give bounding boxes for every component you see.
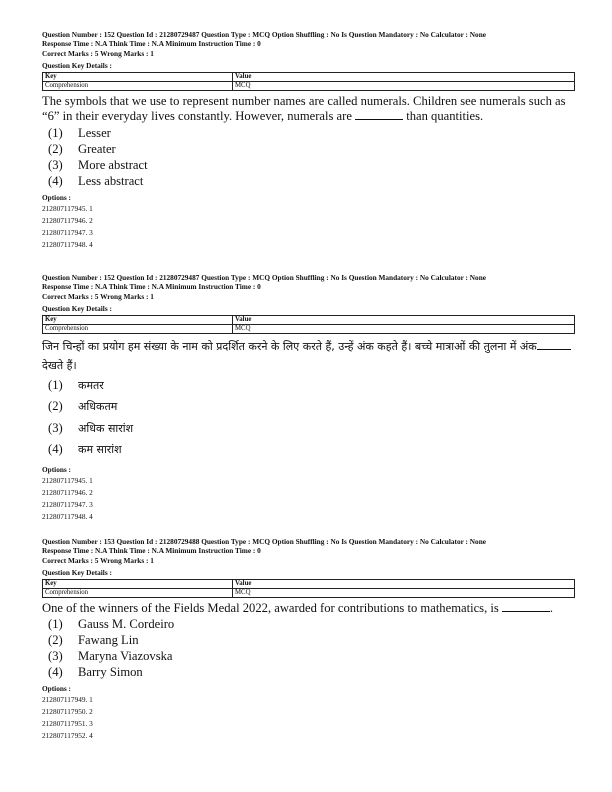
option-row — [42, 439, 580, 461]
key-details-table — [42, 315, 575, 334]
response-time-line: Response Time : N.A Think Time : N.A Minimum Instruction Time : 0 — [42, 546, 261, 556]
question-text-part: One of the winners of the Fields Medal 2022, awarded for contributions to mathematics, is — [42, 600, 502, 615]
key-cell: Comprehension — [43, 588, 233, 597]
option-id: 212807117948. 4 — [42, 511, 93, 521]
option-text: अधिक सारांश — [78, 421, 134, 435]
option-row — [42, 141, 580, 157]
response-time-line: Response Time : N.A Think Time : N.A Minimum Instruction Time : 0 — [42, 39, 261, 49]
option-id: 212807117948. 4 — [42, 239, 93, 249]
value-header: Value — [233, 72, 575, 81]
option-number: (3) — [48, 420, 63, 435]
value-header: Value — [233, 579, 575, 588]
option-row — [42, 648, 580, 664]
question-block-152-hindi — [42, 273, 580, 523]
option-id: 212807117947. 3 — [42, 499, 93, 509]
option-row — [42, 396, 580, 418]
question-meta-line: Question Number : 152 Question Id : 21280729487 Question Type : MCQ Option Shuffling : No Is Question Mandatory : No Calculator : None — [42, 30, 486, 39]
option-number: (2) — [48, 633, 63, 648]
option-text: Lesser — [78, 125, 111, 140]
option-number: (4) — [48, 665, 63, 680]
options-label: Options : — [42, 684, 71, 694]
option-id: 212807117952. 4 — [42, 731, 93, 741]
key-details-label: Question Key Details : — [42, 568, 112, 578]
value-cell: MCQ — [233, 324, 575, 333]
key-header: Key — [43, 315, 233, 324]
answer-blank — [502, 601, 550, 612]
key-details-label: Question Key Details : — [42, 304, 112, 314]
question-text — [42, 94, 580, 125]
option-text: कमतर — [78, 378, 104, 392]
value-cell: MCQ — [233, 588, 575, 597]
question-text — [42, 601, 580, 617]
marks-line: Correct Marks : 5 Wrong Marks : 1 — [42, 48, 154, 58]
marks-line: Correct Marks : 5 Wrong Marks : 1 — [42, 555, 154, 565]
option-row — [42, 157, 580, 173]
option-id: 212807117949. 1 — [42, 695, 93, 705]
key-header: Key — [43, 579, 233, 588]
key-details-label: Question Key Details : — [42, 61, 112, 71]
key-header: Key — [43, 72, 233, 81]
answer-blank — [355, 109, 403, 120]
option-row — [42, 375, 580, 397]
question-text-part: . — [549, 600, 554, 615]
option-row — [42, 664, 580, 680]
question-text-part: देखते हैं। — [42, 358, 77, 372]
option-text: Gauss M. Cordeiro — [78, 617, 175, 632]
option-row — [42, 616, 580, 632]
value-cell: MCQ — [233, 81, 575, 90]
option-number: (4) — [48, 173, 63, 188]
key-cell: Comprehension — [43, 324, 233, 333]
question-text-part: The symbols that we use to represent number names are called numerals. Children see numerals such as “6” in their everyday lives constantly. However, numerals are — [42, 93, 566, 124]
option-text: Greater — [78, 141, 116, 156]
question-text-part: जिन चिन्हों का प्रयोग हम संख्या के नाम को प्रदर्शित करने के लिए करते हैं, उन्हें अंक कहते हैं। बच्चे मात्राओं की तुलना में अंक — [42, 339, 537, 353]
option-id: 212807117950. 2 — [42, 707, 93, 717]
option-id: 212807117946. 2 — [42, 215, 93, 225]
option-id: 212807117951. 3 — [42, 719, 93, 729]
option-number: (1) — [48, 377, 63, 392]
option-number: (3) — [48, 649, 63, 664]
question-block-152-english — [42, 30, 580, 251]
question-block-153-english — [42, 537, 580, 742]
option-number: (1) — [48, 617, 63, 632]
answer-blank — [537, 339, 571, 350]
option-text: Barry Simon — [78, 665, 143, 680]
value-header: Value — [233, 315, 575, 324]
option-id: 212807117945. 1 — [42, 203, 93, 213]
option-id: 212807117947. 3 — [42, 227, 93, 237]
option-number: (4) — [48, 442, 63, 457]
option-text: Maryna Viazovska — [78, 649, 173, 664]
option-row — [42, 418, 580, 440]
option-text: कम सारांश — [78, 443, 122, 457]
options-label: Options : — [42, 192, 71, 202]
question-text — [42, 337, 580, 375]
option-row — [42, 173, 580, 189]
question-meta-line: Question Number : 153 Question Id : 21280729488 Question Type : MCQ Option Shuffling : No Is Question Mandatory : No Calculator : None — [42, 537, 486, 546]
option-text: अधिकतम — [78, 400, 118, 414]
option-id: 212807117945. 1 — [42, 475, 93, 485]
option-number: (1) — [48, 125, 63, 140]
option-row — [42, 125, 580, 141]
options-label: Options : — [42, 464, 71, 474]
option-number: (2) — [48, 141, 63, 156]
key-cell: Comprehension — [43, 81, 233, 90]
option-text: Less abstract — [78, 173, 144, 188]
response-time-line: Response Time : N.A Think Time : N.A Minimum Instruction Time : 0 — [42, 282, 261, 292]
option-id: 212807117946. 2 — [42, 487, 93, 497]
option-text: Fawang Lin — [78, 633, 139, 648]
option-text: More abstract — [78, 157, 148, 172]
marks-line: Correct Marks : 5 Wrong Marks : 1 — [42, 291, 154, 301]
option-number: (3) — [48, 157, 63, 172]
question-text-part: than quantities. — [403, 109, 484, 124]
key-details-table — [42, 72, 575, 91]
option-number: (2) — [48, 399, 63, 414]
question-meta-line: Question Number : 152 Question Id : 21280729487 Question Type : MCQ Option Shuffling : No Is Question Mandatory : No Calculator : None — [42, 273, 486, 282]
option-row — [42, 632, 580, 648]
key-details-table — [42, 579, 575, 598]
